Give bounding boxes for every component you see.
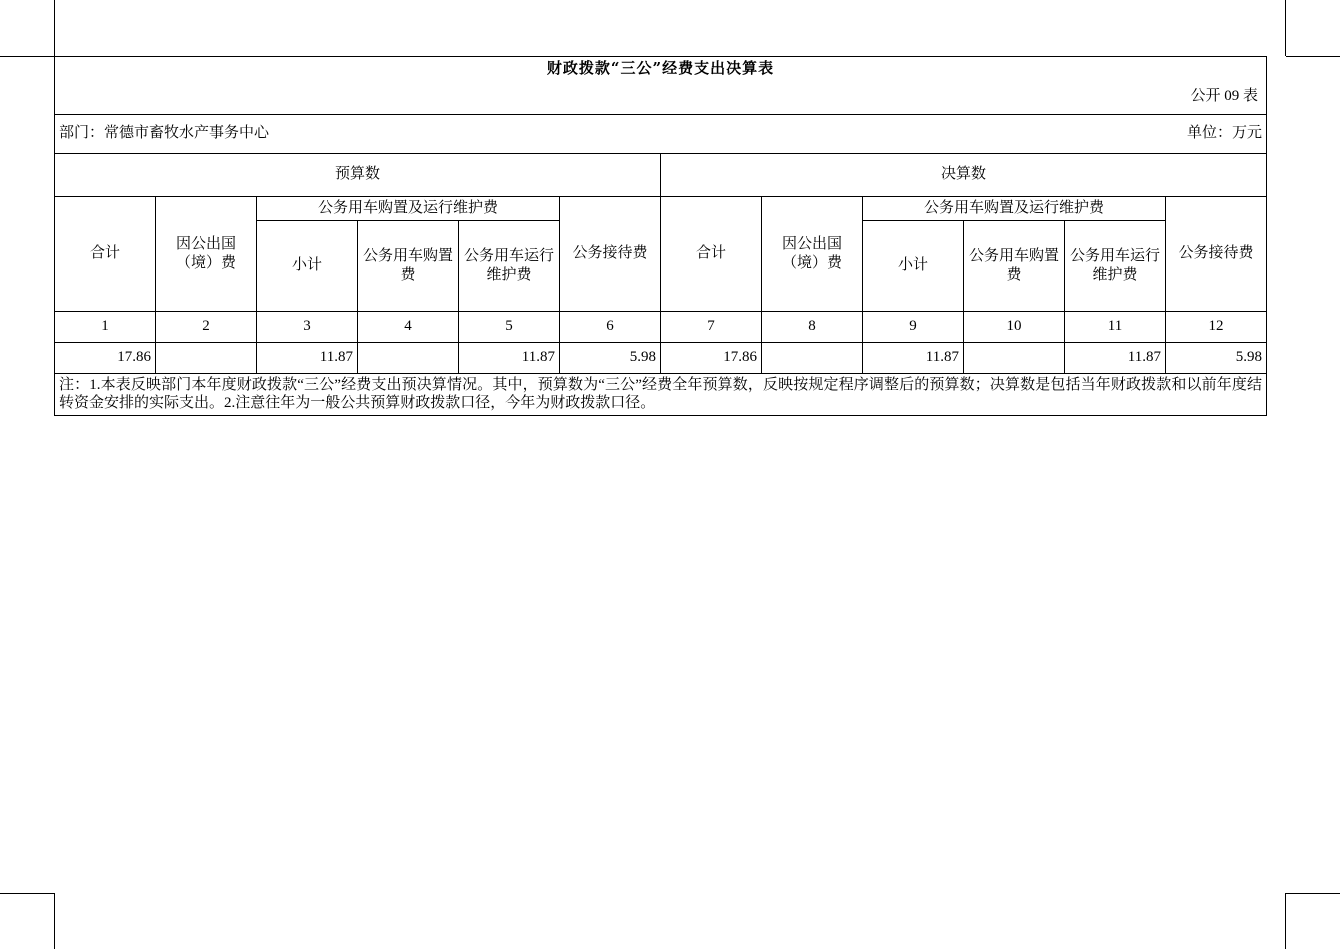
value-final-vehicle-subtotal: 11.87 <box>863 342 964 373</box>
unit-label: 单位：万元 <box>1065 114 1267 153</box>
crop-mark-bottom-left-vertical <box>54 893 55 949</box>
value-budget-total: 17.86 <box>55 342 156 373</box>
form-number-row <box>55 80 1267 115</box>
header-budget-vehicle-purchase: 公务用车购置费 <box>358 220 459 311</box>
column-number: 7 <box>661 311 762 342</box>
header-budget-vehicle-subtotal: 小计 <box>257 220 358 311</box>
column-number: 9 <box>863 311 964 342</box>
spacer-cell <box>257 80 358 115</box>
department-label: 部门：常德市畜牧水产事务中心 <box>55 114 1065 153</box>
crop-mark-top-left-horizontal <box>0 56 54 57</box>
group-header-budget: 预算数 <box>55 153 661 196</box>
column-number: 8 <box>762 311 863 342</box>
group-header-final: 决算数 <box>661 153 1267 196</box>
column-number: 4 <box>358 311 459 342</box>
column-header-row-1 <box>55 196 1267 220</box>
column-number: 5 <box>459 311 560 342</box>
value-budget-vehicle-operation: 11.87 <box>459 342 560 373</box>
value-budget-vehicle-subtotal: 11.87 <box>257 342 358 373</box>
column-number-row <box>55 311 1267 342</box>
spacer-cell <box>459 80 560 115</box>
spacer-cell <box>863 80 964 115</box>
crop-mark-right-vertical <box>1285 0 1286 56</box>
column-number: 2 <box>156 311 257 342</box>
document-page <box>54 56 1266 895</box>
budget-table <box>54 56 1267 416</box>
table-row <box>55 342 1267 373</box>
crop-mark-bottom-right-horizontal <box>1286 893 1340 894</box>
title-row <box>55 57 1267 80</box>
value-budget-reception: 5.98 <box>560 342 661 373</box>
spacer-cell <box>560 80 661 115</box>
header-final-total: 合计 <box>661 196 762 311</box>
header-final-vehicle-operation: 公务用车运行维护费 <box>1065 220 1166 311</box>
column-number: 1 <box>55 311 156 342</box>
header-budget-vehicle-operation: 公务用车运行维护费 <box>459 220 560 311</box>
crop-mark-bottom-left-horizontal <box>0 893 54 894</box>
spacer-cell <box>156 80 257 115</box>
header-final-abroad: 因公出国（境）费 <box>762 196 863 311</box>
spacer-cell <box>358 80 459 115</box>
value-final-reception: 5.98 <box>1166 342 1267 373</box>
header-budget-abroad: 因公出国（境）费 <box>156 196 257 311</box>
spacer-cell <box>964 80 1065 115</box>
value-final-abroad <box>762 342 863 373</box>
value-final-total: 17.86 <box>661 342 762 373</box>
header-budget-vehicle-group: 公务用车购置及运行维护费 <box>257 196 560 220</box>
column-number: 6 <box>560 311 661 342</box>
column-number: 10 <box>964 311 1065 342</box>
note-row <box>55 373 1267 416</box>
crop-mark-bottom-right-vertical <box>1285 893 1286 949</box>
header-final-vehicle-subtotal: 小计 <box>863 220 964 311</box>
crop-mark-left-vertical <box>54 0 55 56</box>
header-budget-reception: 公务接待费 <box>560 196 661 311</box>
spacer-cell <box>55 80 156 115</box>
value-final-vehicle-operation: 11.87 <box>1065 342 1166 373</box>
column-number: 12 <box>1166 311 1267 342</box>
page-title: 财政拨款“三公”经费支出决算表 <box>55 57 1267 80</box>
value-final-vehicle-purchase <box>964 342 1065 373</box>
crop-mark-top-right-horizontal <box>1286 56 1340 57</box>
value-budget-vehicle-purchase <box>358 342 459 373</box>
table-note: 注：1.本表反映部门本年度财政拨款“三公”经费支出预决算情况。其中，预算数为“三公”经费全年预算数，反映按规定程序调整后的预算数；决算数是包括当年财政拨款和以前年度结转资金安排的实际支出。2.注意往年为一般公共预算财政拨款口径，今年为财政拨款口径。 <box>55 373 1267 416</box>
header-final-reception: 公务接待费 <box>1166 196 1267 311</box>
group-header-row <box>55 153 1267 196</box>
column-number: 3 <box>257 311 358 342</box>
spacer-cell <box>762 80 863 115</box>
spacer-cell <box>661 80 762 115</box>
form-number: 公开 09 表 <box>1065 80 1267 115</box>
department-unit-row <box>55 114 1267 153</box>
header-final-vehicle-group: 公务用车购置及运行维护费 <box>863 196 1166 220</box>
value-budget-abroad <box>156 342 257 373</box>
column-number: 11 <box>1065 311 1166 342</box>
header-final-vehicle-purchase: 公务用车购置费 <box>964 220 1065 311</box>
header-budget-total: 合计 <box>55 196 156 311</box>
